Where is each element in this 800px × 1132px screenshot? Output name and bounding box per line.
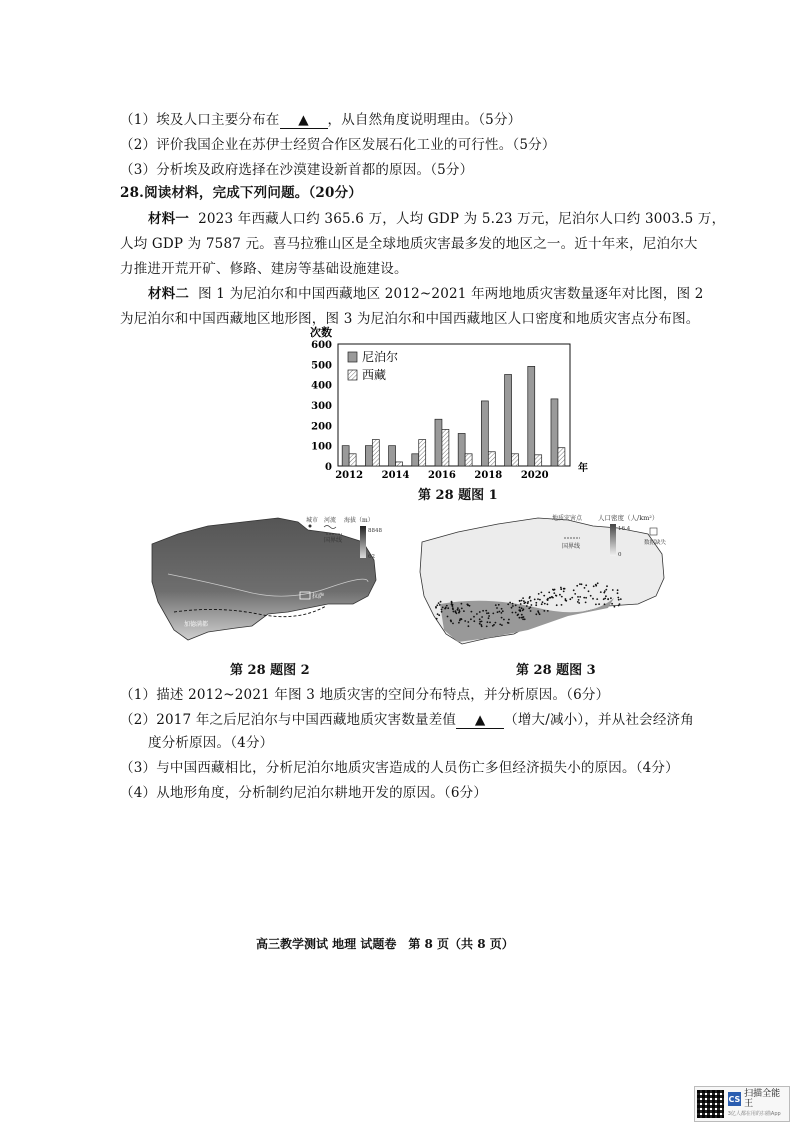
hazard-point — [459, 611, 461, 613]
q28-sub2-line2: 度分析原因。（4分） — [148, 735, 274, 751]
hazard-point — [581, 583, 583, 585]
hazard-point — [523, 602, 525, 604]
fig3-caption: 第 28 题图 3 — [516, 663, 596, 678]
hazard-point — [521, 614, 523, 616]
fig1-bar-chart — [290, 318, 610, 484]
hazard-point — [548, 592, 550, 594]
y-tick-label: 400 — [311, 380, 332, 392]
q28-sub3: （3）与中国西藏相比，分析尼泊尔地质灾害造成的人员伤亡多但经济损失小的原因。（4分） — [120, 760, 679, 776]
hazard-point — [520, 603, 522, 605]
hazard-point — [497, 611, 499, 613]
x-axis-label: 年 — [578, 463, 588, 474]
hazard-point — [585, 597, 587, 599]
hazard-point — [611, 603, 613, 605]
hazard-point — [521, 617, 523, 619]
answer-blank[interactable]: ▲ — [456, 712, 504, 729]
hazard-point — [488, 612, 490, 614]
hazard-point — [530, 610, 532, 612]
hazard-point — [519, 607, 521, 609]
hazard-point — [473, 616, 475, 618]
hazard-point — [439, 604, 441, 606]
hazard-point — [617, 592, 619, 594]
y-tick-label: 0 — [325, 462, 332, 473]
hazard-point — [486, 612, 488, 614]
hazard-point — [436, 604, 438, 606]
hazard-point — [499, 611, 501, 613]
cs-logo-icon: CS — [728, 1092, 741, 1106]
hazard-point — [476, 613, 478, 615]
hazard-point — [441, 609, 443, 611]
hazard-point — [458, 609, 460, 611]
material2-line2: 为尼泊尔和中国西藏地区地形图，图 3 为尼泊尔和中国西藏地区人口密度和地质灾害点分布图。 — [120, 311, 700, 327]
hazard-point — [547, 603, 549, 605]
hazard-point — [564, 588, 566, 590]
density-scale-bar — [610, 524, 616, 556]
material1-line3: 力推进开荒开矿、修路、建房等基础设施建设。 — [120, 261, 408, 277]
hazard-point — [489, 622, 491, 624]
hazard-point — [560, 587, 562, 589]
hazard-point — [597, 582, 599, 584]
hazard-point — [458, 622, 460, 624]
hazard-point — [523, 616, 525, 618]
hazard-point — [501, 612, 503, 614]
page-footer: 高三教学测试 地理 试题卷 第 8 页（共 8 页） — [256, 937, 514, 951]
hazard-point — [618, 599, 620, 601]
hazard-point — [446, 605, 448, 607]
hazard-point — [441, 611, 443, 613]
hazard-point — [592, 598, 594, 600]
fig2-terrain-map — [148, 512, 380, 652]
hazard-point — [509, 602, 511, 604]
hazard-point — [579, 583, 581, 585]
hazard-point — [503, 619, 505, 621]
hazard-point — [521, 607, 523, 609]
hazard-point — [559, 594, 561, 596]
answer-blank[interactable]: ▲ — [280, 112, 328, 129]
hazard-point — [507, 603, 509, 605]
hazard-point — [463, 610, 465, 612]
hazard-point — [457, 607, 459, 609]
hazard-point — [577, 596, 579, 598]
hazard-point — [438, 602, 440, 604]
hazard-point — [523, 600, 525, 602]
bar-nepal-2020 — [528, 366, 535, 466]
hazard-point — [501, 617, 503, 619]
hazard-point — [547, 610, 549, 612]
hazard-point — [502, 610, 504, 612]
lhasa-label: 拉萨 — [312, 593, 325, 600]
hazard-point — [512, 612, 514, 614]
hazard-point — [464, 620, 466, 622]
bar-tibet-2016 — [442, 429, 449, 466]
hazard-point — [578, 602, 580, 604]
hazard-point — [585, 602, 587, 604]
hazard-point — [522, 618, 524, 620]
y-tick-label: 200 — [311, 421, 332, 433]
hazard-point — [481, 621, 483, 623]
q28-sub4: （4）从地形角度，分析制约尼泊尔耕地开发的原因。（6分） — [120, 785, 488, 801]
hazard-point — [610, 597, 612, 599]
hazard-point — [607, 598, 609, 600]
hazard-point — [542, 601, 544, 603]
hazard-point — [524, 618, 526, 620]
hazard-point — [529, 597, 531, 599]
q27-sub2: （2）评价我国企业在苏伊士经贸合作区发展石化工业的可行性。（5分） — [120, 137, 556, 153]
stamp-subtitle: 3亿人都在用的扫描App — [727, 1111, 781, 1117]
fig3-hazard-map — [418, 512, 668, 652]
hazard-point — [488, 617, 490, 619]
hazard-point — [451, 604, 453, 606]
hazard-point — [470, 618, 472, 620]
y-tick-label: 300 — [311, 401, 332, 412]
hazard-point — [584, 587, 586, 589]
hazard-point — [495, 622, 497, 624]
hazard-point — [445, 607, 447, 609]
q28-title: 28.阅读材料，完成下列问题。（20分） — [120, 185, 363, 201]
hazard-point — [479, 618, 481, 620]
hazard-point — [481, 625, 483, 627]
hazard-point — [530, 606, 532, 608]
hazard-point — [595, 584, 597, 586]
bar-nepal-2012 — [342, 446, 349, 466]
bar-tibet-2014 — [396, 462, 403, 466]
x-tick-label: 2014 — [381, 470, 410, 481]
hazard-point — [569, 598, 571, 600]
bar-tibet-2021 — [558, 448, 565, 466]
hazard-point — [614, 606, 616, 608]
hazard-point — [435, 606, 437, 608]
hazard-point — [553, 592, 555, 594]
hazard-point — [585, 584, 587, 586]
bar-tibet-2019 — [512, 454, 519, 466]
hazard-point — [547, 599, 549, 601]
bar-tibet-2015 — [419, 440, 426, 466]
hazard-point — [578, 599, 580, 601]
hazard-point — [479, 611, 481, 613]
hazard-point — [565, 599, 567, 601]
hazard-point — [440, 601, 442, 603]
legend-label-tibet: 西藏 — [362, 368, 387, 382]
kathmandu-label: 加德满都 — [184, 621, 209, 628]
hazard-point — [523, 608, 525, 610]
legend-label-nepal: 尼泊尔 — [362, 350, 399, 364]
legend-border-label: 国界线 — [562, 543, 581, 550]
hazard-point — [600, 591, 602, 593]
density-high-label: 16.4 — [618, 526, 631, 532]
hazard-point — [487, 621, 489, 623]
hazard-point — [461, 603, 463, 605]
hazard-point — [519, 600, 521, 602]
material1-label: 材料一 — [148, 211, 190, 227]
hazard-point — [543, 595, 545, 597]
hazard-point — [507, 622, 509, 624]
hazard-point — [519, 617, 521, 619]
hazard-point — [595, 604, 597, 606]
hazard-point — [473, 620, 475, 622]
hazard-point — [556, 604, 558, 606]
hazard-point — [512, 605, 514, 607]
hazard-point — [576, 585, 578, 587]
hazard-point — [479, 623, 481, 625]
legend-border-label: 国界线 — [324, 537, 343, 544]
hazard-point — [583, 597, 585, 599]
legend-elevation-label: 海拔（m） — [344, 517, 374, 524]
x-tick-label: 2020 — [520, 470, 549, 481]
hazard-point — [455, 611, 457, 613]
bar-nepal-2015 — [412, 454, 419, 466]
bar-nepal-2016 — [435, 419, 442, 466]
hazard-point — [452, 623, 454, 625]
hazard-point — [535, 602, 537, 604]
hazard-point — [534, 599, 536, 601]
hazard-point — [605, 589, 607, 591]
hazard-point — [501, 608, 503, 610]
legend-city-label: 城市 — [306, 517, 319, 524]
hazard-point — [598, 603, 600, 605]
hazard-point — [521, 600, 523, 602]
hazard-point — [593, 585, 595, 587]
legend-swatch-tibet — [348, 370, 357, 380]
hazard-point — [612, 589, 614, 591]
elevation-high-label: 8848 — [368, 528, 382, 534]
q27-sub1: （1）埃及人口主要分布在 ▲ ，从自然角度说明理由。（5分） — [120, 112, 522, 128]
hazard-point — [617, 589, 619, 591]
x-tick-label: 2012 — [335, 470, 364, 481]
hazard-point — [450, 620, 452, 622]
hazard-point — [517, 614, 519, 616]
hazard-point — [511, 607, 513, 609]
hazard-point — [452, 608, 454, 610]
hazard-point — [588, 590, 590, 592]
hazard-point — [556, 595, 558, 597]
river-icon — [324, 526, 336, 529]
x-tick-label: 2018 — [474, 470, 503, 481]
hazard-point — [552, 589, 554, 591]
bar-nepal-2013 — [365, 446, 372, 466]
hazard-point — [535, 613, 537, 615]
hazard-point — [577, 601, 579, 603]
hazard-point — [512, 603, 514, 605]
hazard-point — [537, 598, 539, 600]
hazard-point — [604, 603, 606, 605]
hazard-point — [442, 607, 444, 609]
elevation-low-label: 62 — [368, 554, 375, 560]
hazard-point — [496, 607, 498, 609]
hazard-point — [498, 604, 500, 606]
hazard-point — [544, 603, 546, 605]
hazard-point — [467, 621, 469, 623]
hazard-point — [482, 610, 484, 612]
bar-tibet-2017 — [465, 454, 472, 466]
hazard-point — [579, 596, 581, 598]
hazard-point — [596, 598, 598, 600]
bar-nepal-2021 — [551, 399, 558, 466]
hazard-point — [486, 626, 488, 628]
hazard-point — [560, 588, 562, 590]
y-axis-label: 次数 — [310, 326, 332, 339]
hazard-point — [501, 624, 503, 626]
bar-tibet-2020 — [535, 455, 542, 466]
stamp-title: 扫描全能王 — [744, 1089, 781, 1109]
hazard-point — [604, 598, 606, 600]
city-icon — [309, 525, 312, 528]
hazard-point — [467, 604, 469, 606]
bar-nepal-2018 — [481, 401, 488, 466]
hazard-point — [590, 595, 592, 597]
hazard-point — [438, 614, 440, 616]
hazard-point — [447, 616, 449, 618]
fig1-caption: 第 28 题图 1 — [418, 488, 498, 503]
hazard-point — [538, 593, 540, 595]
fig2-caption: 第 28 题图 2 — [230, 663, 310, 678]
hazard-point — [549, 597, 551, 599]
hazard-point — [574, 593, 576, 595]
hazard-point — [531, 604, 533, 606]
hazard-point — [519, 610, 521, 612]
hazard-point — [573, 589, 575, 591]
bar-nepal-2014 — [389, 446, 396, 466]
x-tick-label: 2016 — [428, 470, 456, 481]
hazard-point — [605, 595, 607, 597]
hazard-point — [563, 591, 565, 593]
material1-line1: 材料一 2023 年西藏人口约 365.6 万，人均 GDP 为 5.23 万元，尼泊尔人口约 3003.5 万， — [148, 211, 726, 227]
hazard-point — [541, 603, 543, 605]
hazard-point — [437, 613, 439, 615]
hazard-point — [488, 615, 490, 617]
hazard-point — [460, 618, 462, 620]
hazard-point — [620, 598, 622, 600]
bar-nepal-2017 — [458, 433, 465, 466]
hazard-point — [447, 607, 449, 609]
hazard-point — [543, 610, 545, 612]
bar-tibet-2013 — [372, 440, 379, 466]
hazard-point — [492, 625, 494, 627]
missing-data-swatch — [650, 528, 657, 535]
hazard-point — [530, 600, 532, 602]
bar-tibet-2018 — [488, 452, 495, 466]
hazard-point — [561, 604, 563, 606]
scanner-watermark — [694, 1086, 790, 1122]
hazard-point — [468, 625, 470, 627]
hazard-point — [535, 604, 537, 606]
hazard-point — [453, 611, 455, 613]
hazard-point — [485, 610, 487, 612]
hazard-point — [495, 604, 497, 606]
legend-density-label: 人口密度（人/km²） — [598, 514, 659, 522]
hazard-point — [526, 605, 528, 607]
hazard-point — [436, 618, 438, 620]
hazard-point — [538, 612, 540, 614]
hazard-point — [539, 599, 541, 601]
hazard-point — [571, 597, 573, 599]
q28-sub1: （1）描述 2012~2021 年图 3 地质灾害的空间分布特点，并分析原因。（6分） — [120, 687, 610, 703]
hazard-point — [606, 585, 608, 587]
legend-river-label: 河流 — [324, 517, 337, 524]
q27-sub3: （3）分析埃及政府选择在沙漠建设新首都的原因。（5分） — [120, 162, 474, 178]
hazard-point — [541, 592, 543, 594]
q28-sub2: （2）2017 年之后尼泊尔与中国西藏地质灾害数量差值 ▲ （增大/减小），并从社会经济角 — [120, 712, 694, 728]
legend-swatch-nepal — [348, 352, 357, 362]
hazard-point — [451, 602, 453, 604]
hazard-point — [561, 596, 563, 598]
qr-code-icon — [697, 1090, 724, 1118]
material2-label: 材料二 — [148, 286, 190, 302]
material2-line1: 材料二 图 1 为尼泊尔和中国西藏地区 2012~2021 年两地地质灾害数量逐年对比图，图 2 — [148, 286, 704, 302]
hazard-point — [461, 608, 463, 610]
hazard-point — [527, 602, 529, 604]
legend-missing-label: 数据缺失 — [644, 540, 667, 546]
hazard-point — [515, 604, 517, 606]
y-tick-label: 600 — [311, 340, 332, 351]
hazard-point — [499, 624, 501, 626]
hazard-point — [515, 612, 517, 614]
legend-hazard-label: 地质灾害点 — [552, 515, 583, 522]
hazard-point — [619, 603, 621, 605]
hazard-point — [539, 613, 541, 615]
bar-nepal-2019 — [505, 375, 512, 467]
hazard-point — [604, 590, 606, 592]
hazard-point — [471, 611, 473, 613]
density-low-label: 0 — [618, 552, 622, 558]
y-tick-label: 100 — [311, 441, 332, 453]
y-tick-label: 500 — [311, 360, 332, 372]
hazard-point — [508, 619, 510, 621]
hazard-point — [552, 597, 554, 599]
hazard-point — [522, 597, 524, 599]
hazard-point — [481, 616, 483, 618]
material1-line2: 人均 GDP 为 7587 元。喜马拉雅山区是全球地质灾害最多发的地区之一。近十年来，尼泊尔大 — [120, 236, 698, 252]
hazard-point — [617, 597, 619, 599]
bar-tibet-2012 — [349, 454, 356, 466]
hazard-point — [457, 609, 459, 611]
elevation-scale-bar — [360, 526, 366, 558]
hazard-point — [492, 613, 494, 615]
